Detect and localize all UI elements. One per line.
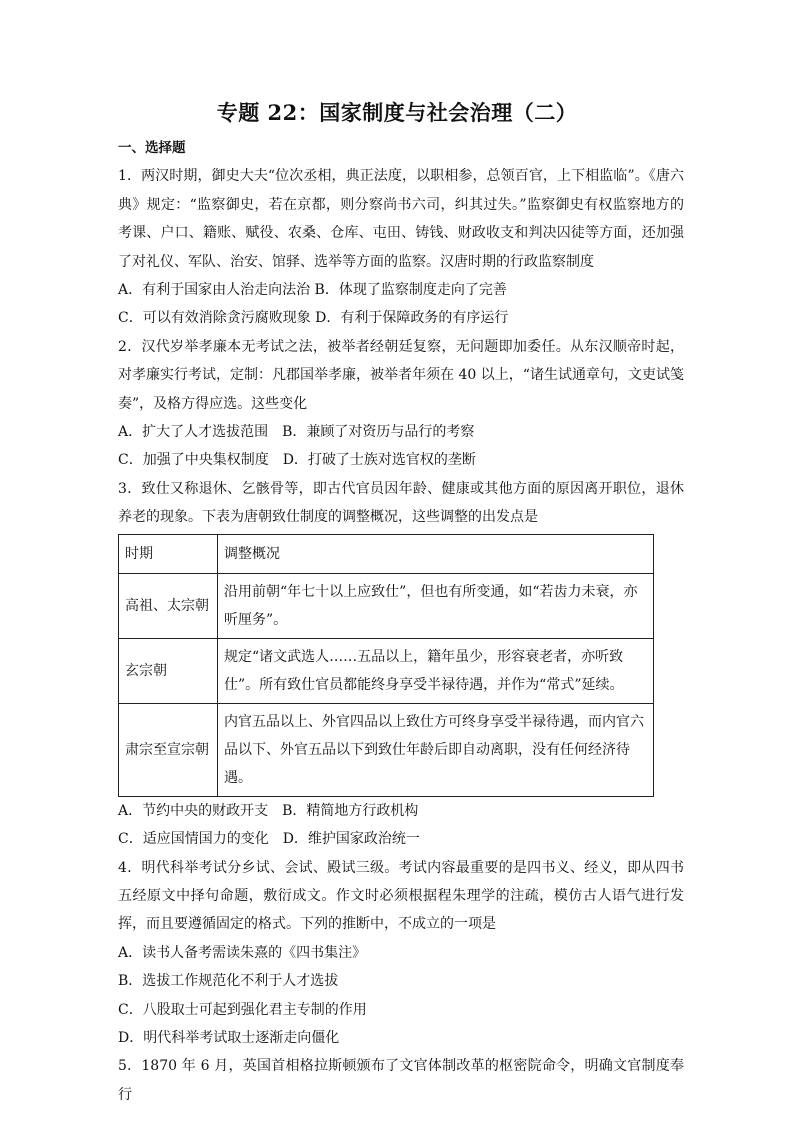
table-cell-detail: 规定“诸文武选人……五品以上，籍年虽少，形容衰老者，亦听致仕”。所有致仕官员都能终身享受半禄待遇，并作为“常式”延续。 <box>218 638 654 703</box>
retirement-table <box>118 534 654 797</box>
question-2-options-cd: C．加强了中央集权制度 D．打破了士族对选官权的垄断 <box>118 452 476 469</box>
question-5-stem: 5．1870 年 6 月，英国首相格拉斯顿颁布了文官体制改革的枢密院命令，明确文官制度奉行 <box>118 1058 684 1103</box>
question-1 <box>118 162 684 332</box>
question-4-option-b: B．选拔工作规范化不利于人才选拔 <box>118 973 339 990</box>
question-1-stem: 1．两汉时期，御史大夫“位次丞相，典正法度，以职相参，总领百官，上下相监临”。《唐六典》规定：“监察御史，若在京都，则分察尚书六司，纠其过失。”监察御史有权监察地方的考课、户口、籍账、赋役、农桑、仓库、屯田、铸钱、财政收支和判决囚徒等方面，还加强了对礼仪、军队、治安、馆驿、选举等方面的监察。汉唐时期的行政监察制度 <box>118 168 684 270</box>
question-1-options-ab: A．有利于国家由人治走向法治 B．体现了监察制度走向了完善 <box>118 282 507 299</box>
question-3-stem: 3．致仕又称退休、乞骸骨等，即古代官员因年龄、健康或其他方面的原因离开职位，退休养老的现象。下表为唐朝致仕制度的调整概况，这些调整的出发点是 <box>118 480 684 526</box>
table-header-cell: 时期 <box>119 534 218 573</box>
section-heading: 一、选择题 <box>118 140 186 156</box>
table-row <box>119 703 654 796</box>
question-2-stem: 2．汉代岁举孝廉本无考试之法，被举者经朝廷复察，无问题即加委任。从东汉顺帝时起，对孝廉实行考试，定制：凡郡国举孝廉，被举者年须在 40 以上，“诸生试通章句，文吏试笺奏”，及格方得应选。这些变化 <box>118 338 684 412</box>
question-3-options-cd: C．适应国情国力的变化 D．维护国家政治统一 <box>118 831 420 848</box>
question-4-option-a: A．读书人备考需读朱熹的《四书集注》 <box>118 944 367 961</box>
question-1-options-cd: C．可以有效消除贪污腐败现象 D．有利于保障政务的有序运行 <box>118 310 509 327</box>
table-header-cell: 调整概况 <box>218 534 654 573</box>
table-row <box>119 573 654 638</box>
question-3 <box>118 475 684 854</box>
question-2 <box>118 333 684 475</box>
question-5 <box>118 1052 684 1109</box>
table-row <box>119 638 654 703</box>
question-2-options-ab: A．扩大了人才选拔范围 B．兼顾了对资历与品行的考察 <box>118 424 475 441</box>
table-cell-detail: 内官五品以上、外官四品以上致仕方可终身享受半禄待遇，而内官六品以下、外官五品以下到致仕年龄后即自动离职，没有任何经济待遇。 <box>218 703 654 796</box>
table-cell-detail: 沿用前朝“年七十以上应致仕”，但也有所变通，如“若齿力未衰，亦听厘务”。 <box>218 573 654 638</box>
table-cell-period: 肃宗至宣宗朝 <box>119 703 218 796</box>
table-cell-period: 高祖、太宗朝 <box>119 573 218 638</box>
document-body <box>118 134 684 1109</box>
question-4-option-c: C．八股取士可起到强化君主专制的作用 <box>118 1001 367 1018</box>
question-4 <box>118 854 684 1053</box>
table-header-row <box>119 534 654 573</box>
question-3-options-ab: A．节约中央的财政开支 B．精简地方行政机构 <box>118 802 419 819</box>
question-4-stem: 4．明代科举考试分乡试、会试、殿试三级。考试内容最重要的是四书义、经义，即从四书五经原文中择句命题，敷衍成文。作文时必须根据程朱理学的注疏，模仿古人语气进行发挥，而且要遵循固定的格式。下列的推断中，不成立的一项是 <box>118 859 684 933</box>
table-cell-period: 玄宗朝 <box>119 638 218 703</box>
question-4-option-d: D．明代科举考试取士逐渐走向僵化 <box>118 1029 340 1046</box>
page-title: 专题 22：国家制度与社会治理（二） <box>216 100 578 125</box>
